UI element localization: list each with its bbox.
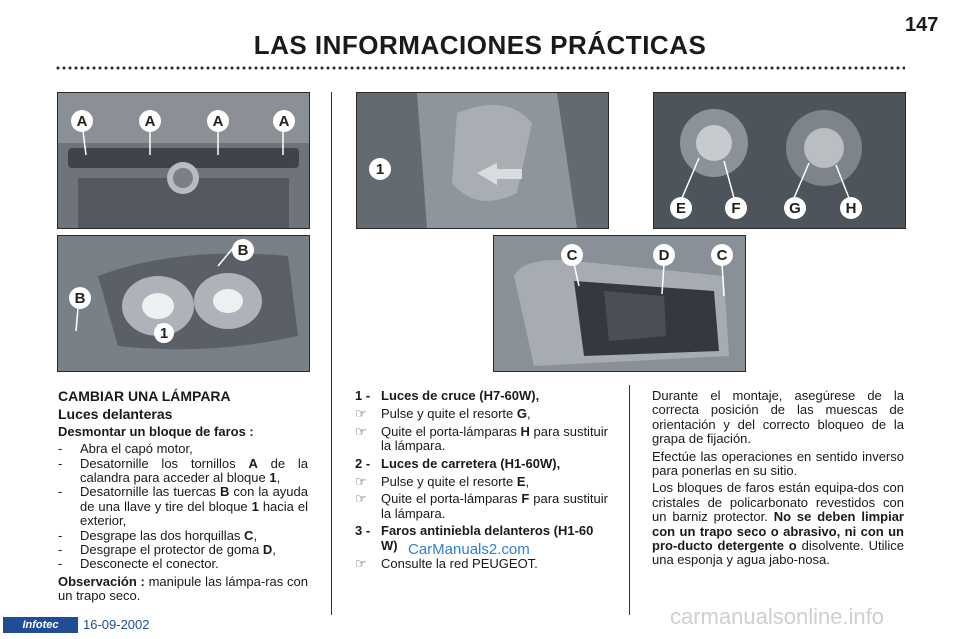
instruction-text: Quite el porta-lámparas [381,491,522,507]
step-text: hacia el exterior, [80,498,308,529]
heading-text: Luces de carretera (H1-60W), [381,455,561,471]
label-b: B [74,290,86,307]
heading-text: Luces de cruce (H7-60W), [381,388,540,403]
section-title: CAMBIAR UNA LÁMPARA [58,388,231,404]
reference-letter: H [520,423,530,439]
heading-text: Faros antiniebla delanteros (H1-60 W) [381,523,594,553]
dash-bullet: - [58,484,63,500]
bulb-heading [355,389,608,403]
step-text: , [276,470,281,486]
step-text: , [272,542,276,558]
photo-housing [356,92,609,229]
watermark: carmanualsonline.info [670,604,885,629]
label-a: A [278,113,290,130]
instruction-text: Pulse y quite el resorte [381,406,517,422]
step-text: , [253,527,258,543]
page-number: 147 [905,14,939,36]
photo-back [493,235,746,372]
dash-bullet: - [58,556,63,572]
pointing-hand-icon: ☞ [355,491,367,507]
instruction-text: para sustituir la lámpara. [381,423,608,454]
step-text: Abra el capó motor, [80,441,193,457]
footer-date: 16-09-2002 [83,617,150,632]
photo-lamps [653,92,906,229]
instruction-item [355,492,608,521]
title-divider [55,66,905,70]
pointing-hand-icon: ☞ [355,423,367,439]
reference-letter: 1 [251,498,259,514]
column-divider [331,92,332,615]
label-b: B [237,242,249,259]
instruction-text: Consulte la red PEUGEOT. [381,556,538,572]
reference-letter: B [220,484,230,500]
label-1: 1 [159,325,169,342]
dash-bullet: - [58,542,63,558]
label-c: C [566,247,578,264]
column-divider [629,385,630,615]
step-item [58,457,308,486]
paragraph-text: disolvente. Utilice una esponja y agua jabo-nosa. [652,538,904,568]
pointing-hand-icon: ☞ [355,556,367,572]
label-g: G [789,200,801,217]
label-e: E [675,200,687,217]
instruction-item [355,425,608,454]
instruction-text: , [525,474,530,490]
subsection-title: Luces delanteras [58,406,173,423]
item-number: 1 - [355,388,371,403]
note [58,575,308,604]
paragraph-text: Los bloques de faros están equipa-dos con cristales de policarbonato revestidos con un barniz protector. [652,480,904,525]
instruction-item [355,407,608,421]
label-c: C [716,247,728,264]
reference-letter: G [516,406,527,422]
label-d: D [658,247,670,264]
reference-letter: 1 [269,470,277,486]
item-number: 3 - [355,523,371,539]
watermark: CarManuals2.com [408,541,530,558]
instruction-text: Quite el porta-lámparas [381,423,521,439]
step-item [58,529,308,543]
pointing-hand-icon: ☞ [355,406,367,422]
dash-bullet: - [58,455,63,471]
label-a: A [76,113,88,130]
paragraph [652,481,904,567]
step-item [58,543,308,557]
reference-letter: A [248,455,258,471]
step-text: de la calandra para acceder al bloque [80,455,308,486]
item-number: 2 - [355,455,371,471]
label-1: 1 [375,161,385,178]
pointing-hand-icon: ☞ [355,474,367,490]
note-text: manipule las lámpa-ras con un trapo seco. [58,573,308,604]
reference-letter: D [262,542,273,558]
right-column [652,389,904,568]
photo-headlamp [57,235,310,372]
label-h: H [845,200,857,217]
page-title: LAS INFORMACIONES PRÁCTICAS [253,30,707,60]
label-a: A [144,113,156,130]
label-a: A [212,113,224,130]
step-item [58,442,308,456]
step-text: Desgrape las dos horquillas [80,527,245,543]
photo-grille [57,92,310,229]
paragraph: Durante el montaje, asegúrese de la correcta posición de las muescas de orientación y del correcto bloqueo de la grapa de fijación. [652,388,904,447]
label-f: F [731,200,741,217]
instruction-item [355,475,608,489]
procedure-title: Desmontar un bloque de faros : [58,423,254,439]
step-text: Desconecte el conector. [80,556,219,572]
instruction-text: Pulse y quite el resorte [381,474,517,490]
steps-list [58,442,308,572]
step-text: Desatornille las tuercas [80,484,220,500]
paragraph: Efectúe las operaciones en sentido inverso para ponerlas en su sitio. [652,448,904,479]
dash-bullet: - [58,527,63,543]
dash-bullet: - [58,441,63,457]
warning-text: No se deben limpiar con un trapo seco o abrasivo, ni con un pro-ducto detergente o [652,509,904,554]
instruction-text: para sustituir la lámpara. [381,491,608,521]
left-column [58,389,308,604]
step-item [58,485,308,528]
step-text: Desatornille los tornillos [80,455,249,471]
instruction-text: , [526,406,531,422]
note-label: Observación : [58,573,145,589]
reference-letter: C [244,527,254,543]
bulb-heading [355,457,608,471]
infotec-logo: Infotec [3,617,78,633]
step-item [58,557,308,571]
reference-letter: F [521,491,530,507]
reference-letter: E [516,474,526,490]
step-text: Desgrape el protector de goma [80,542,263,558]
step-text: con la ayuda de una llave y tire del bloque [80,484,308,514]
instruction-item [355,557,608,571]
